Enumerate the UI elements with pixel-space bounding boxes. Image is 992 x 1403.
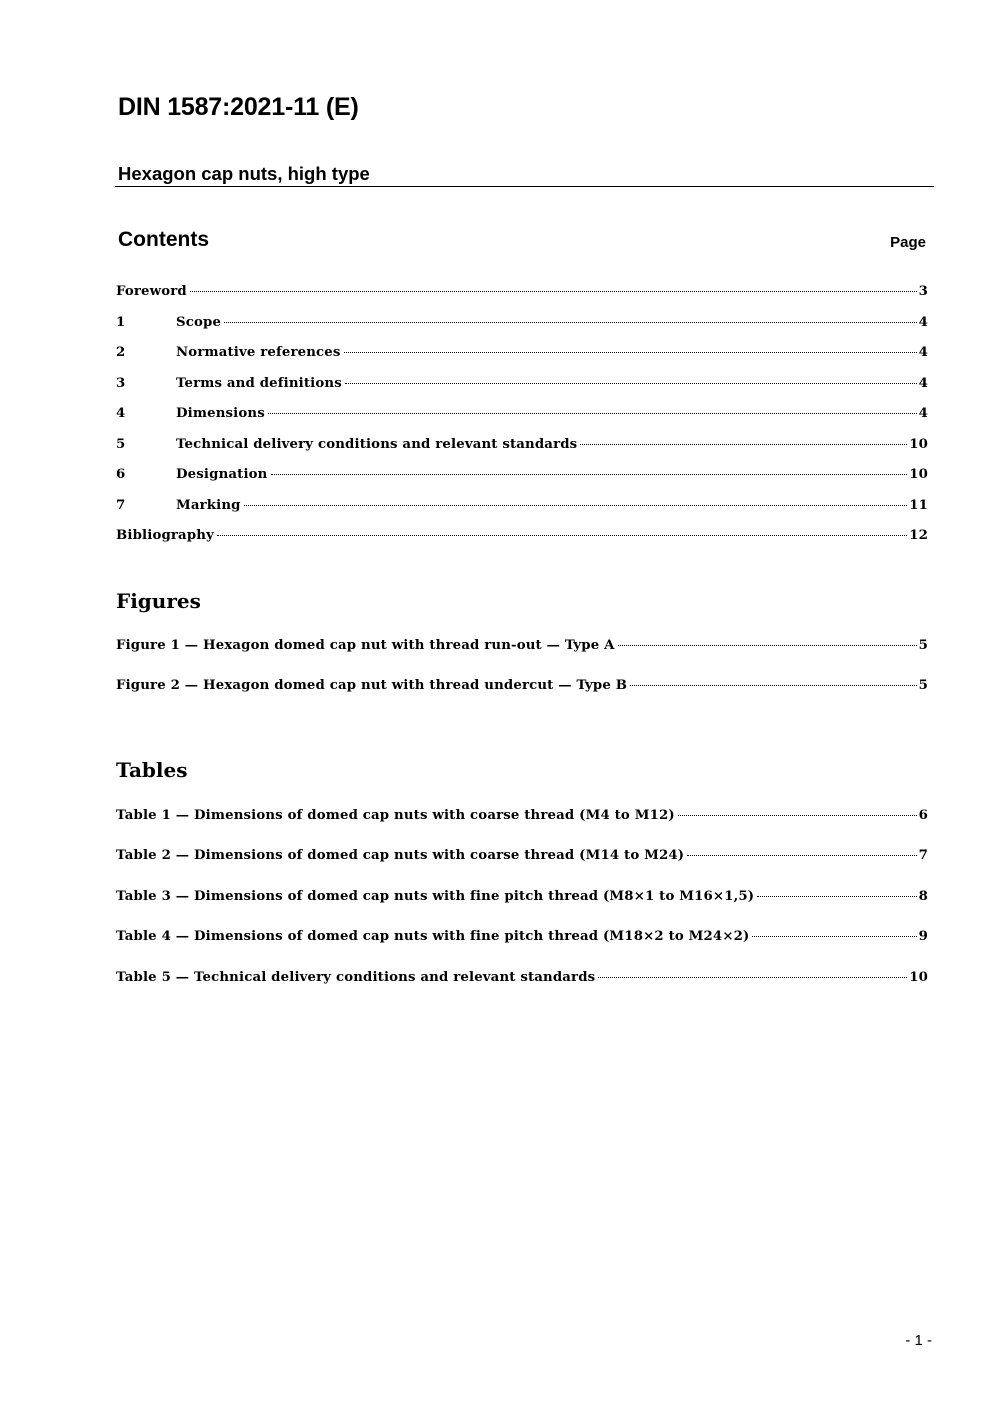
- document-id: DIN 1587:2021-11 (E): [118, 93, 359, 121]
- title-divider: [115, 186, 934, 187]
- toc-leader-dots: [190, 291, 917, 292]
- toc-leader-dots: [678, 815, 917, 816]
- figures-heading: Figures: [116, 589, 201, 613]
- figure-entry-page: 5: [918, 638, 928, 653]
- toc-entry-page: 10: [909, 467, 928, 482]
- figure-entry-title: Figure 2 — Hexagon domed cap nut with thread undercut — Type B: [116, 678, 628, 693]
- toc-entry-number: 1: [116, 315, 126, 330]
- figure-entry-2[interactable]: [116, 678, 928, 693]
- toc-leader-dots: [757, 896, 916, 897]
- toc-leader-dots: [224, 322, 917, 323]
- toc-leader-dots: [271, 474, 908, 475]
- toc-entry-title: Marking: [176, 498, 241, 513]
- toc-entry-dimensions[interactable]: [116, 406, 928, 421]
- table-entry-3[interactable]: [116, 889, 928, 904]
- toc-entry-number: 3: [116, 376, 126, 391]
- table-entry-title: Table 5 — Technical delivery conditions and relevant standards: [116, 970, 596, 985]
- toc-entry-bibliography[interactable]: [116, 528, 928, 543]
- toc-leader-dots: [244, 505, 908, 506]
- toc-entry-foreword[interactable]: [116, 284, 928, 299]
- toc-entry-number: 4: [116, 406, 126, 421]
- table-entry-5[interactable]: [116, 970, 928, 985]
- table-entry-title: Table 2 — Dimensions of domed cap nuts with coarse thread (M14 to M24): [116, 848, 685, 863]
- table-entry-title: Table 1 — Dimensions of domed cap nuts with coarse thread (M4 to M12): [116, 808, 675, 823]
- figure-entry-title: Figure 1 — Hexagon domed cap nut with thread run-out — Type A: [116, 638, 615, 653]
- table-entry-page: 7: [918, 848, 928, 863]
- table-entry-title: Table 4 — Dimensions of domed cap nuts with fine pitch thread (M18×2 to M24×2): [116, 929, 750, 944]
- toc-entry-title: Normative references: [176, 345, 341, 360]
- toc-leader-dots: [687, 855, 916, 856]
- table-entry-4[interactable]: [116, 929, 928, 944]
- table-entry-title: Table 3 — Dimensions of domed cap nuts with fine pitch thread (M8×1 to M16×1,5): [116, 889, 755, 904]
- toc-entry-terms-and-definitions[interactable]: [116, 376, 928, 391]
- page-column-label: Page: [890, 234, 926, 251]
- toc-entry-number: 5: [116, 437, 126, 452]
- table-entry-2[interactable]: [116, 848, 928, 863]
- table-entry-1[interactable]: [116, 808, 928, 823]
- toc-leader-dots: [630, 685, 916, 686]
- figure-entry-1[interactable]: [116, 638, 928, 653]
- toc-entry-page: 11: [909, 498, 928, 513]
- table-entry-page: 8: [918, 889, 928, 904]
- toc-entry-scope[interactable]: [116, 315, 928, 330]
- toc-leader-dots: [344, 352, 917, 353]
- toc-leader-dots: [618, 645, 917, 646]
- figure-entry-page: 5: [918, 678, 928, 693]
- toc-entry-normative-references[interactable]: [116, 345, 928, 360]
- toc-entry-title: Foreword: [116, 284, 187, 299]
- toc-entry-number: 7: [116, 498, 126, 513]
- toc-entry-page: 4: [918, 315, 928, 330]
- toc-entry-technical-delivery-conditions[interactable]: [116, 437, 928, 452]
- toc-entry-designation[interactable]: [116, 467, 928, 482]
- page-number: - 1 -: [905, 1332, 932, 1349]
- toc-leader-dots: [580, 444, 907, 445]
- toc-leader-dots: [268, 413, 917, 414]
- tables-heading: Tables: [116, 758, 188, 782]
- table-entry-page: 9: [918, 929, 928, 944]
- toc-entry-page: 12: [909, 528, 928, 543]
- toc-entry-number: 2: [116, 345, 126, 360]
- table-entry-page: 10: [909, 970, 928, 985]
- toc-leader-dots: [752, 936, 916, 937]
- table-entry-page: 6: [918, 808, 928, 823]
- toc-entry-page: 4: [918, 376, 928, 391]
- document-subtitle: Hexagon cap nuts, high type: [118, 163, 370, 184]
- contents-heading: Contents: [118, 228, 209, 251]
- toc-entry-number: 6: [116, 467, 126, 482]
- toc-leader-dots: [345, 383, 917, 384]
- toc-entry-title: Designation: [176, 467, 268, 482]
- toc-leader-dots: [217, 535, 907, 536]
- toc-entry-page: 4: [918, 406, 928, 421]
- toc-leader-dots: [598, 977, 907, 978]
- toc-entry-title: Scope: [176, 315, 222, 330]
- toc-entry-title: Bibliography: [116, 528, 214, 543]
- toc-entry-marking[interactable]: [116, 498, 928, 513]
- toc-entry-page: 10: [909, 437, 928, 452]
- toc-entry-page: 4: [918, 345, 928, 360]
- toc-entry-page: 3: [918, 284, 928, 299]
- toc-entry-title: Terms and definitions: [176, 376, 342, 391]
- toc-entry-title: Technical delivery conditions and relevant standards: [176, 437, 578, 452]
- toc-entry-title: Dimensions: [176, 406, 265, 421]
